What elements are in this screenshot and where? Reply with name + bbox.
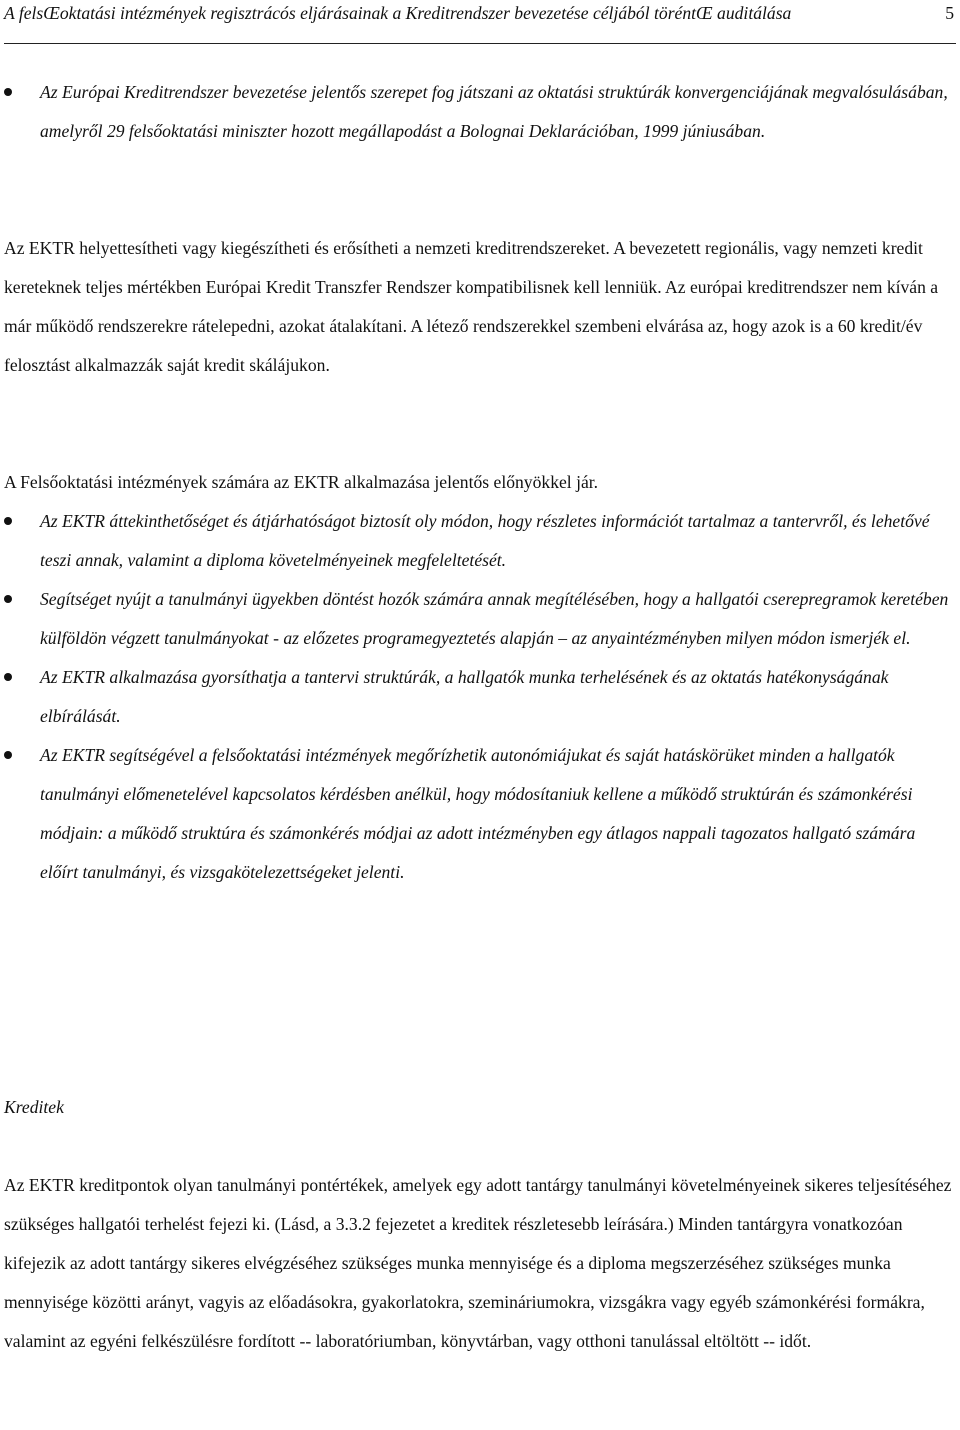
list-item-text: Az EKTR alkalmazása gyorsíthatja a tantervi struktúrák, a hallgatók munka terhelésének és az oktatás hatékonyságának elbírálását.: [40, 667, 889, 726]
page-number: 5: [945, 3, 954, 23]
list-item: [4, 73, 954, 151]
bullet-icon: [4, 751, 12, 759]
paragraph-credits-section: [4, 1166, 954, 1361]
header-title: A felsŒoktatási intézmények regisztrácós eljárásainak a Kreditrendszer bevezetése céljából töréntŒ auditálása: [4, 3, 792, 23]
benefits-intro-section: [4, 463, 954, 502]
section-heading-block: [4, 1088, 954, 1127]
bullet-icon: [4, 673, 12, 681]
list-item-text: Az EKTR segítségével a felsőoktatási intézmények megőrízhetik autonómiájukat és saját hatáskörüket minden a hallgatók tanulmányi előmenetelével kapcsolatos kérdésben anélkül, hogy módosítaniuk kellene a működő struktúrán és számonkérési módjain: a működő struktúra és számonkérés módjai az adott intézményben egy átlagos nappali tagozatos hallgató számára előírt tanulmányi, és vizsgakötelezettségeket jelenti.: [40, 745, 916, 882]
intro-bullet-section: [4, 73, 954, 151]
list-item: [4, 580, 954, 658]
list-item-text: Az Európai Kreditrendszer bevezetése jelentős szerepet fog játszani az oktatási struktúrák konvergenciájának megvalósulásában, amelyről 29 felsőoktatási miniszter hozott megállapodást a Bolognai Deklarációban, 1999 júniusában.: [40, 82, 948, 141]
intro-bullet-list: [4, 73, 954, 151]
bullet-icon: [4, 517, 12, 525]
bullet-icon: [4, 595, 12, 603]
section-heading: Kreditek: [4, 1097, 64, 1117]
page-header: [4, 0, 956, 44]
list-item-text: Segítséget nyújt a tanulmányi ügyekben döntést hozók számára annak megítélésében, hogy a hallgatói cserepregramok keretében külföldön végzett tanulmányokat - az előzetes programegyeztetés alapján – az anyaintézményben milyen módon ismerjék el.: [40, 589, 949, 648]
paragraph: A Felsőoktatási intézmények számára az EKTR alkalmazása jelentős előnyökkel jár.: [4, 472, 599, 492]
bullet-icon: [4, 88, 12, 96]
list-item-text: Az EKTR áttekinthetőséget és átjárhatóságot biztosít oly módon, hogy részletes információt tartalmaz a tantervről, és lehetővé teszi annak, valamint a diploma követelményeinek megfeleltetését.: [40, 511, 930, 570]
benefits-list: [4, 502, 954, 892]
list-item: [4, 658, 954, 736]
list-item: [4, 736, 954, 892]
paragraph: Az EKTR helyettesítheti vagy kiegészítheti és erősítheti a nemzeti kreditrendszereket. A bevezetett regionális, vagy nemzeti kredit kereteknek teljes mértékben Európai Kredit Transzfer Rendszer kompatibilisnek kell lenniük. Az európai kreditrendszer nem kíván a már működő rendszerekre rátelepedni, azokat átalakítani. A létező rendszerekkel szembeni elvárása az, hogy azok is a 60 kredit/év felosztást alkalmazzák saját kredit skálájukon.: [4, 238, 939, 375]
list-item: [4, 502, 954, 580]
paragraph: Az EKTR kreditpontok olyan tanulmányi pontértékek, amelyek egy adott tantárgy tanulmányi követelményeinek sikeres teljesítéséhez szükséges hallgatói terhelést fejezi ki. (Lásd, a 3.3.2 fejezetet a kreditek részletesebb leírására.) Minden tantárgyra vonatkozóan kifejezik az adott tantárgy sikeres elvégzéséhez szükséges munka mennyisége és a diploma megszerzéséhez szükséges munka mennyisége közötti arányt, vagyis az előadásokra, gyakorlatokra, szemináriumokra, vizsgákra vagy egyéb számonkérési formákra, valamint az egyéni felkészülésre fordított -- laboratóriumban, könyvtárban, vagy otthoni tanulással eltöltött -- időt.: [4, 1175, 952, 1351]
benefits-section: [4, 502, 954, 892]
paragraph-ektr-section: [4, 229, 954, 385]
